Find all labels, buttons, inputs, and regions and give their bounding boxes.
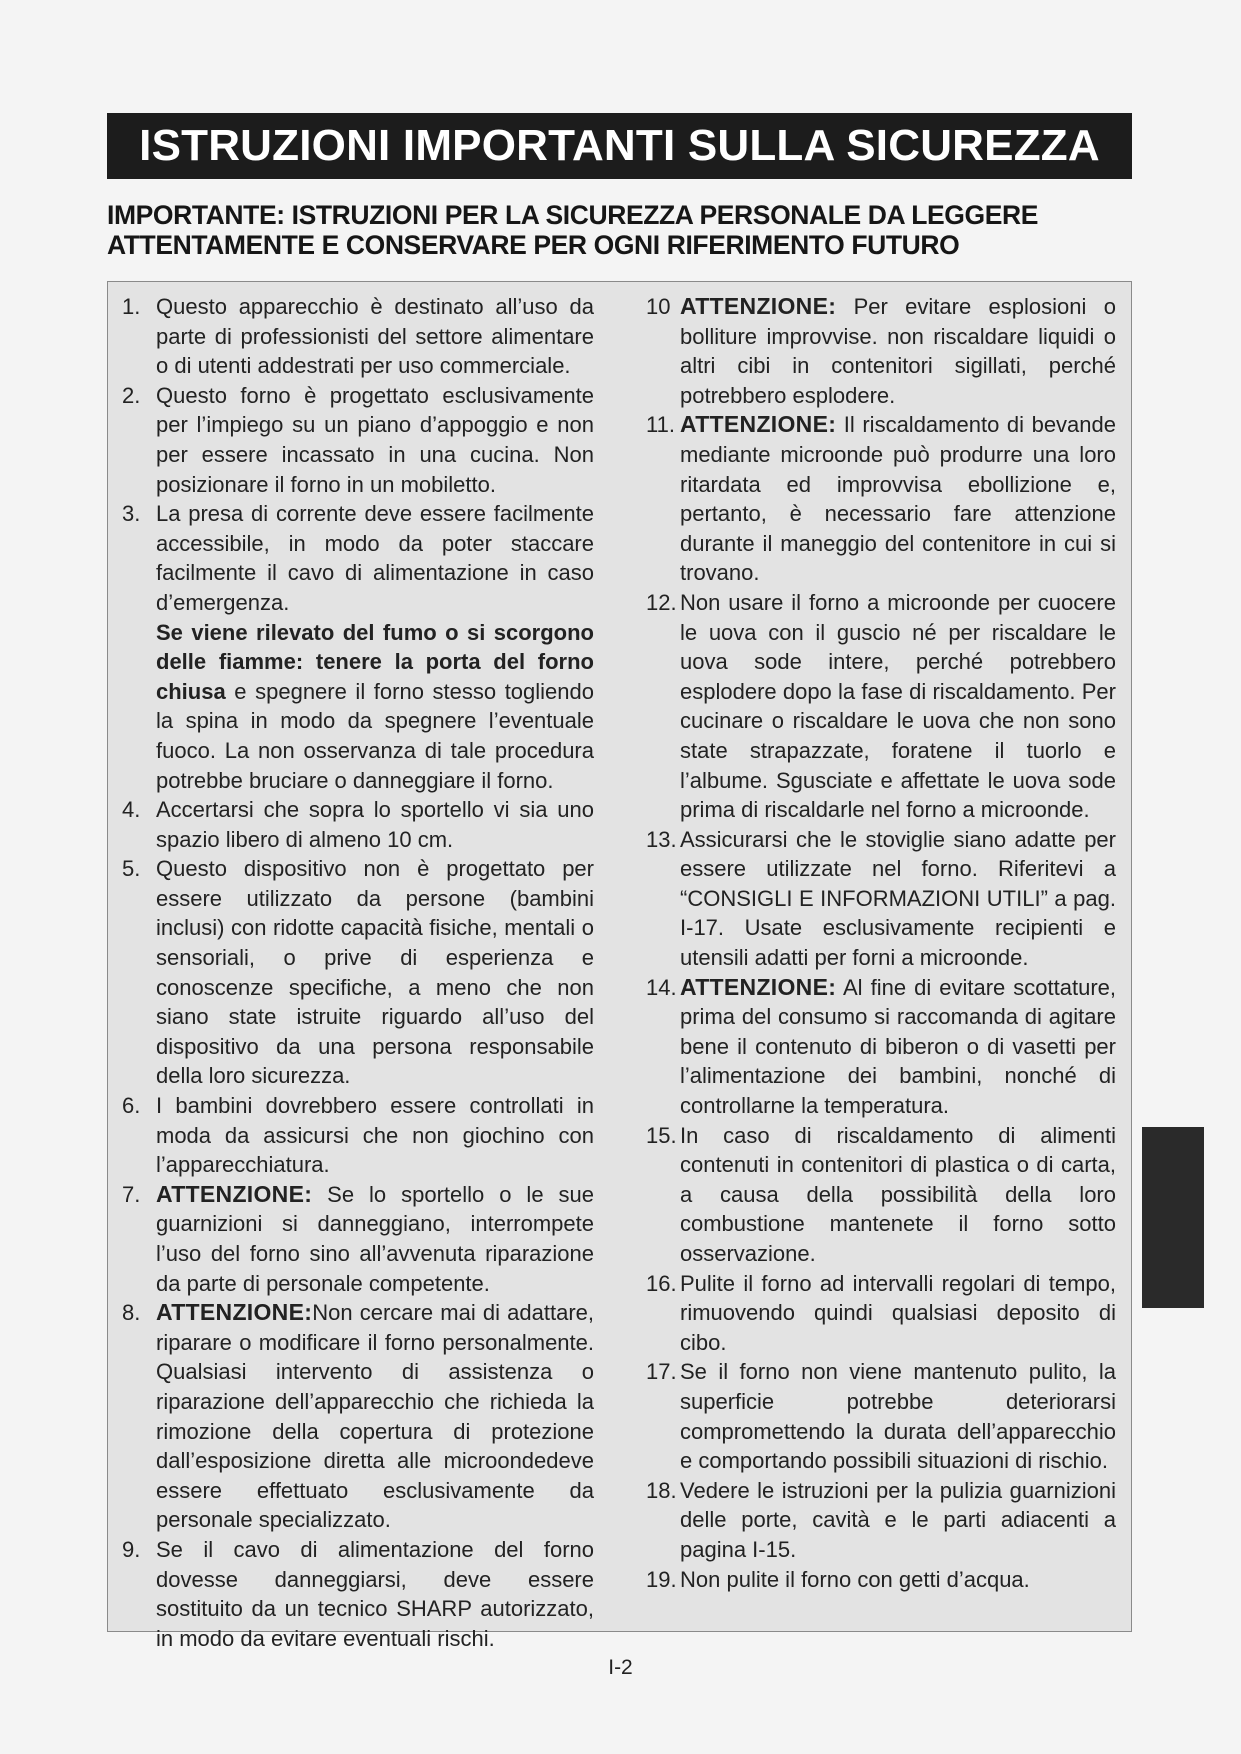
list-item [646,410,1116,588]
warning-label: ATTENZIONE: [680,973,837,1000]
list-item [122,1180,594,1298]
item-text: Questo forno è progettato esclusivamente per l’impiego su un piano d’appoggio e non per essere incassato in una cucina. Non posizionare il forno in un mobiletto. [156,382,594,497]
item-number: 10 [646,294,671,319]
item-number: 1. [122,294,141,319]
smoke-warning-bold: Se viene rilevato del fumo o si scorgono delle fiamme: tenere la porta del forno chiusa [156,619,594,704]
item-text: In caso di riscaldamento di alimenti contenuti in contenitori di plastica o di carta, a causa della possibilità della loro combustione mantenete il forno sotto osservazione. [680,1122,1116,1266]
item-number: 2. [122,382,141,408]
list-item [122,499,594,617]
list-item [646,588,1116,825]
page-title: ISTRUZIONI IMPORTANTI SULLA SICUREZZA [107,113,1132,179]
list-item [122,381,594,499]
list-item [646,1476,1116,1565]
list-item [646,1357,1116,1475]
item-number: 13. [646,826,677,852]
item-text: I bambini dovrebbero essere controllati in moda da assicursi che non giochino con l’apparecchiatura. [156,1093,594,1178]
item-text: Vedere le istruzioni per la pulizia guarnizioni delle porte, cavità e le parti adiacenti a pagina I-15. [680,1477,1116,1562]
item-number: 16. [646,1270,677,1296]
warning-label: ATTENZIONE: [156,1180,313,1207]
item-number: 6. [122,1093,141,1119]
item-number: 11. [646,412,675,438]
item-number: 12. [646,589,677,615]
list-item [646,825,1116,973]
item-text: Se il cavo di alimentazione del forno dovesse danneggiarsi, deve essere sostituito da un tecnico SHARP autorizzato, in modo da evitare eventuali rischi. [156,1536,594,1651]
item-number: 19. [646,1566,677,1592]
list-item [646,1565,1116,1595]
list-item [122,1091,594,1180]
item-number: 7. [122,1181,141,1207]
item-text: Se lo sportello o le sue guarnizioni si danneggiano, interrompete l’uso del forno sino all’avvenuta riparazione da parte di personale competente. [156,1181,594,1296]
item-number: 15. [646,1122,677,1148]
page-number: I-2 [608,1656,633,1679]
item-text: Questo apparecchio è destinato all’uso da parte di professionisti del settore alimentare o di utenti addestrati per uso commerciale. [156,294,594,379]
warning-label: ATTENZIONE: [156,1299,313,1326]
item-text: Non usare il forno a microonde per cuocere le uova con il guscio né per riscaldare le uova sode intere, perché potrebbero esplodere dopo la fase di riscaldamento. Per cucinare o riscaldare le uova che non sono state strapazzate, foratene il tuorlo e l’albume. Sgusciate e affettate le uova sode prima di riscaldarle nel forno a microonde. [680,589,1116,823]
smoke-warning-note [122,618,594,796]
item-text: Al fine di evitare scottature, prima del consumo si raccomanda di agitare bene il contenuto di biberon o di vasetti per l’alimentazione dei bambini, nonché di controllarne la temperatura. [680,974,1116,1119]
instructions-box [107,281,1132,1651]
item-text: Per evitare esplosioni o bolliture improvvise. non riscaldare liquidi o altri cibi in contenitori sigillati, perché potrebbero esplodere. [680,294,1116,408]
item-text: Il riscaldamento di bevande mediante microonde può produrre una loro ritardata ed improvvisa ebollizione e, pertanto, è necessario fare attenzione durante il maneggio del contenitore in cui si trovano. [680,412,1116,586]
list-item [646,292,1116,410]
item-number: 3. [122,501,141,527]
item-text: Non pulite il forno con getti d’acqua. [680,1566,1030,1592]
item-number: 5. [122,856,141,882]
item-text: Assicurarsi che le stoviglie siano adatte per essere utilizzate nel forno. Riferitevi a “CONSIGLI E INFORMAZIONI UTILI” a pag. I-17. Usate esclusivamente recipienti e utensili adatti per forni a microonde. [680,826,1116,971]
list-item [122,795,594,854]
item-text: Non cercare mai di adattare, riparare o modificare il forno personalmente. Qualsiasi intervento di assistenza o riparazione dell’apparecchio che richieda la rimozione della copertura di protezione dall’esposizione diretta alle microondedeve essere effettuato esclusivamente da personale specializzato. [156,1300,594,1533]
item-number: 14. [646,974,677,1000]
item-text: Pulite il forno ad intervalli regolari di tempo, rimuovendo quindi qualsiasi deposito di cibo. [680,1270,1116,1355]
subtitle-line-2: ATTENTAMENTE E CONSERVARE PER OGNI RIFERIMENTO FUTURO [107,230,960,260]
item-number: 18. [646,1477,677,1503]
item-number: 8. [122,1300,141,1326]
list-item [122,854,594,1091]
warning-label: ATTENZIONE: [680,411,837,438]
chapter-tab-marker [1142,1127,1204,1308]
item-text: La presa di corrente deve essere facilmente accessibile, in modo da poter staccare facilmente il cavo di alimentazione in caso d’emergenza. [156,501,594,615]
list-item [646,1269,1116,1358]
item-number: 9. [122,1536,141,1562]
right-column [646,292,1116,1594]
list-item [646,1121,1116,1269]
section-subtitle [107,200,1137,260]
list-item [122,1298,594,1535]
smoke-warning-text: e spegnere il forno stesso togliendo la spina in modo da spegnere l’eventuale fuoco. La non osservanza di tale procedura potrebbe bruciare o danneggiare il forno. [156,678,594,793]
item-text: Se il forno non viene mantenuto pulito, la superficie potrebbe deteriorarsi compromettendo la durata dell’apparecchio e comportando possibili situazioni di rischio. [680,1359,1116,1474]
item-text: Questo dispositivo non è progettato per essere utilizzato da persone (bambini inclusi) con ridotte capacità fisiche, mentali o sensoriali, o prive di esperienza e conoscenze specifiche, a meno che non siano state istruite riguardo all’uso del dispositivo da una persona responsabile della loro sicurezza. [156,856,594,1089]
warning-label: ATTENZIONE: [680,293,837,319]
list-item [646,973,1116,1121]
subtitle-line-1: IMPORTANTE: ISTRUZIONI PER LA SICUREZZA PERSONALE DA LEGGERE [107,200,1039,230]
list-item [122,292,594,381]
item-number: 4. [122,797,141,823]
item-text: Accertarsi che sopra lo sportello vi sia uno spazio libero di almeno 10 cm. [156,797,594,852]
left-column [122,292,594,1653]
list-item [122,1535,594,1653]
item-number: 17. [646,1359,677,1385]
